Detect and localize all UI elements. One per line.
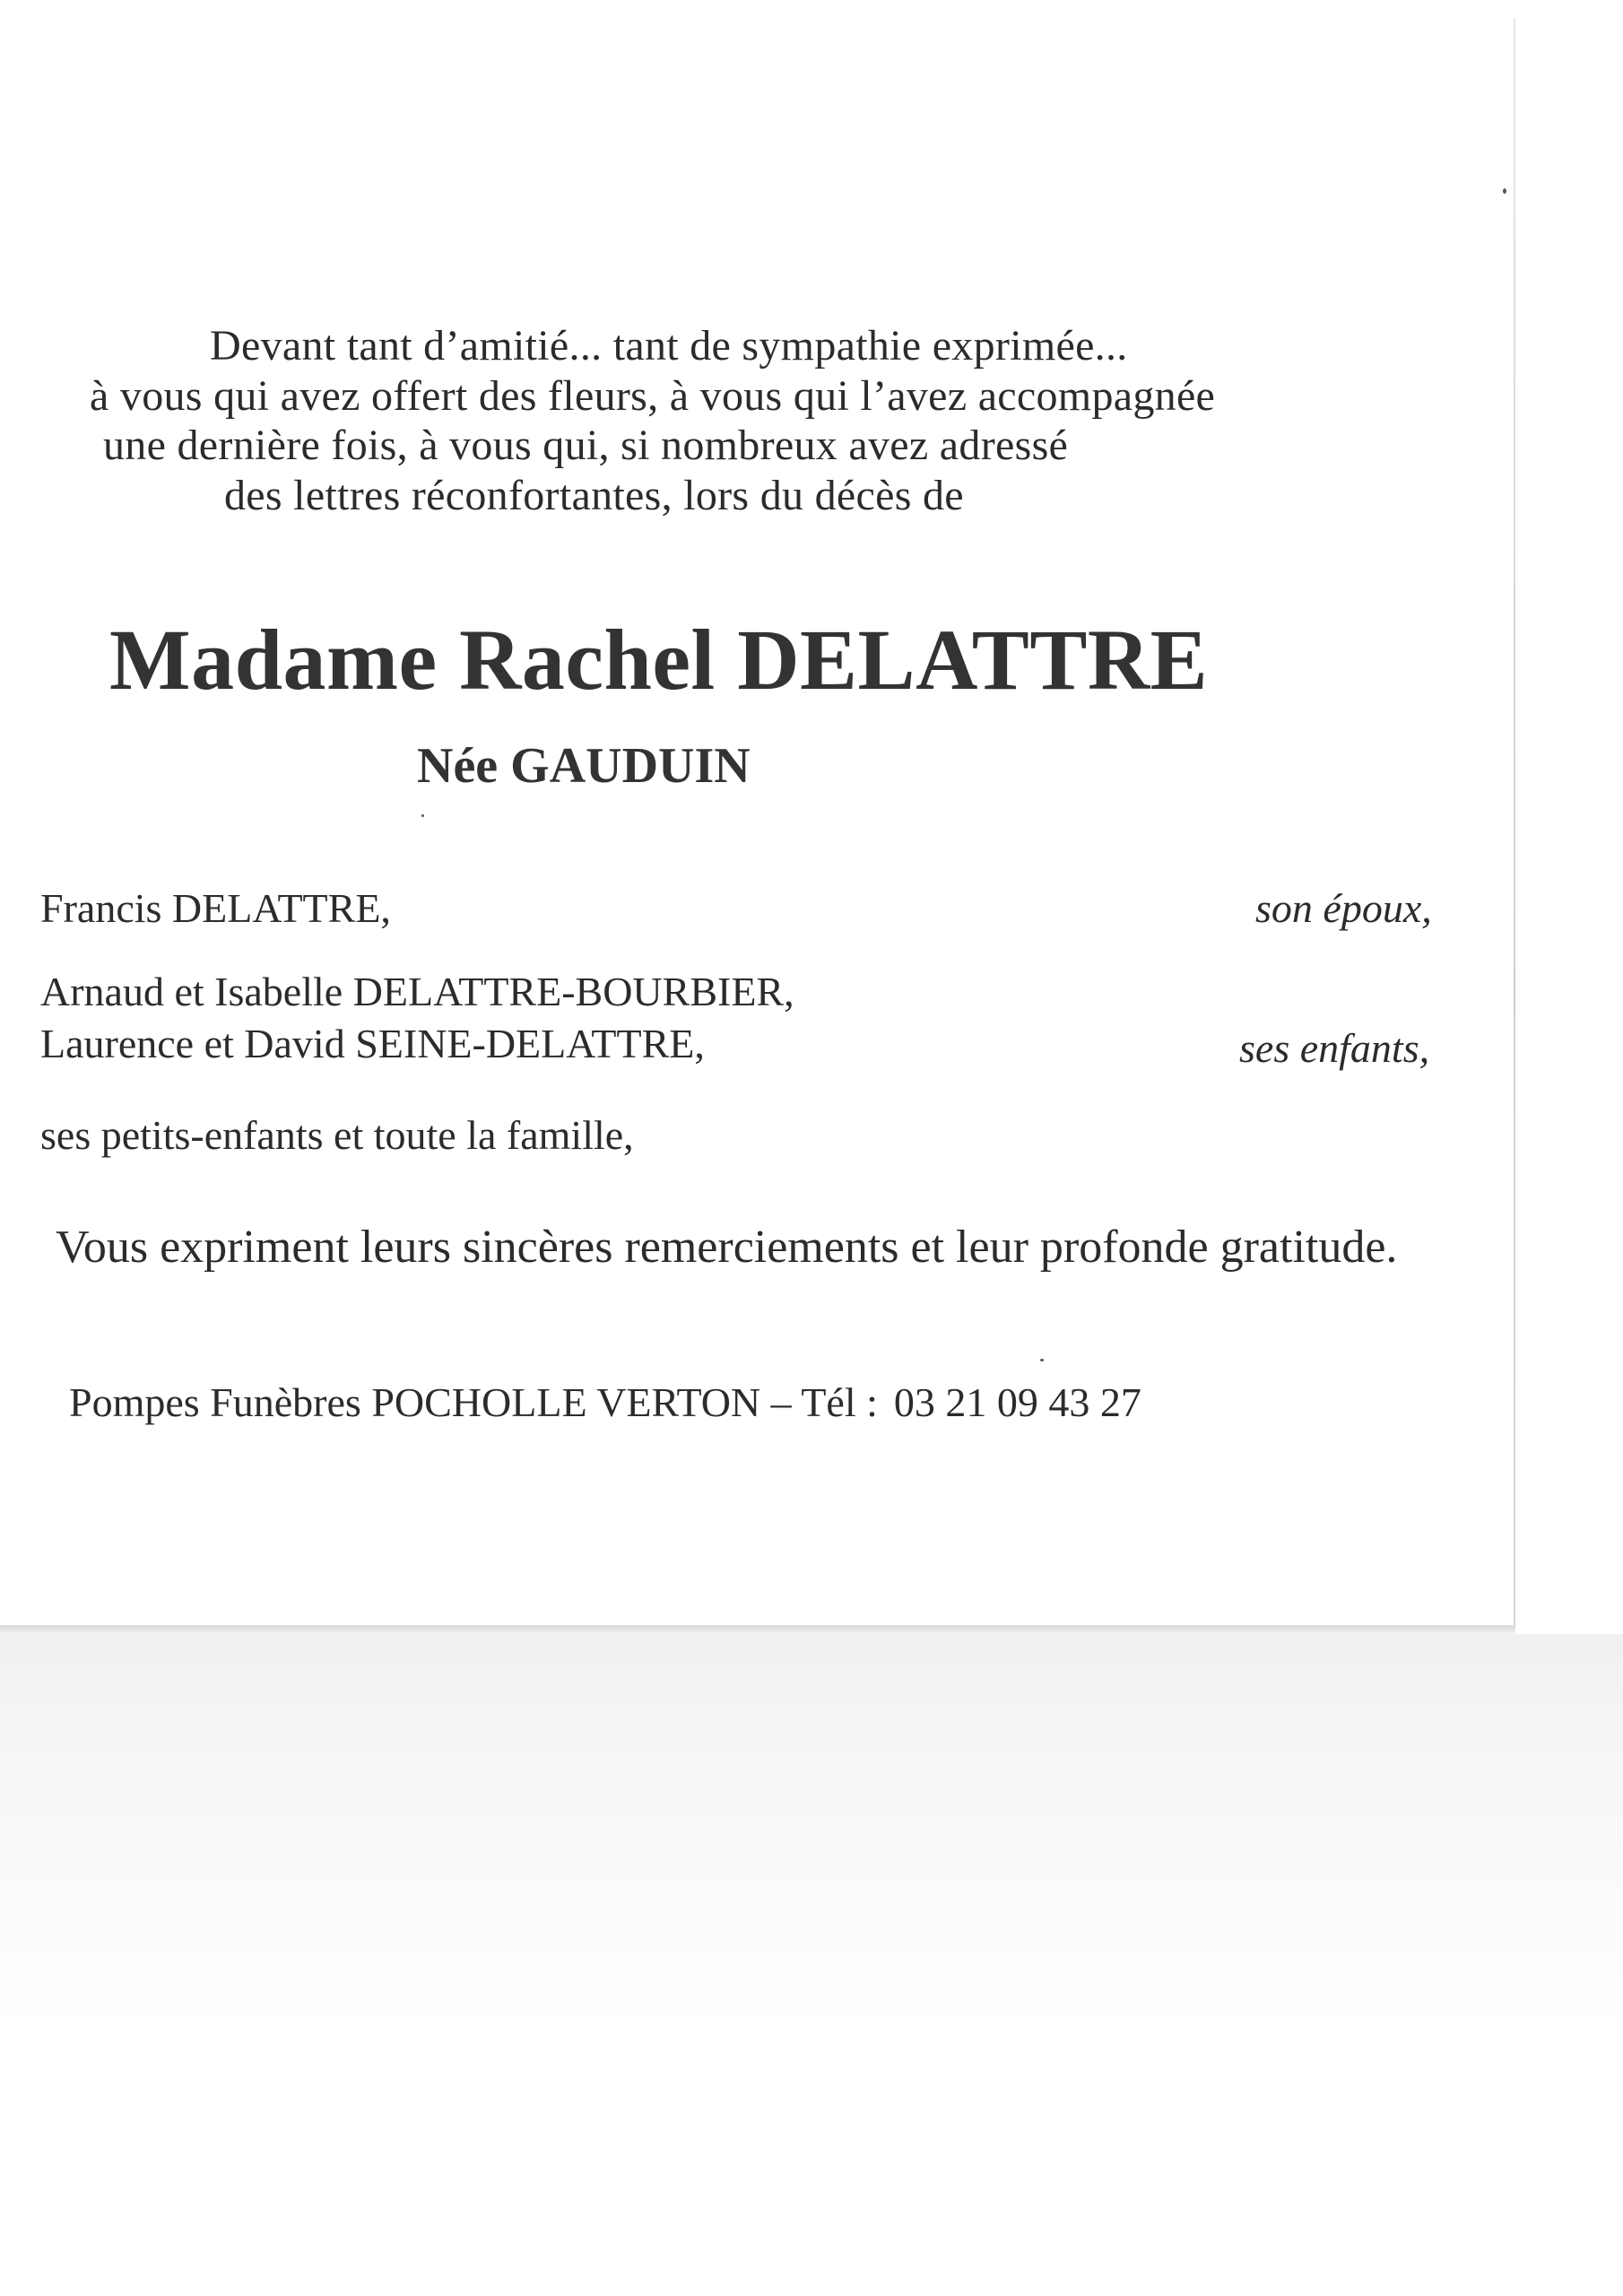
intro-line-1: Devant tant d’amitié... tant de sympathie exprimée...	[210, 322, 1128, 370]
funeral-home	[69, 1379, 1141, 1425]
scan-speck	[1040, 1359, 1044, 1361]
scanner-background	[0, 1634, 1623, 2296]
maiden-name: Née GAUDUIN	[417, 738, 751, 794]
family-spouse: Francis DELATTRE,	[40, 885, 391, 931]
scan-speck	[1503, 188, 1506, 194]
intro-line-4: des lettres réconfortantes, lors du décès de	[224, 472, 964, 519]
scan-speck	[421, 814, 424, 817]
funeral-home-phone: 03 21 09 43 27	[893, 1379, 1141, 1425]
funeral-home-label: Pompes Funèbres POCHOLLE VERTON – Tél :	[69, 1379, 878, 1425]
deceased-name: Madame Rachel DELATTRE	[109, 612, 1209, 708]
intro-line-3: une dernière fois, à vous qui, si nombreux avez adressé	[103, 422, 1069, 469]
family-child-2: Laurence et David SEINE-DELATTRE,	[40, 1021, 705, 1066]
family-spouse-relation: son époux,	[1255, 885, 1432, 931]
thanks-message: Vous expriment leurs sincères remerciements et leur profonde gratitude.	[56, 1222, 1398, 1273]
family-children-relation: ses enfants,	[1239, 1025, 1430, 1071]
sheet-edge-right	[1514, 18, 1515, 1632]
sheet-edge-bottom	[0, 1625, 1515, 1634]
family-child-1: Arnaud et Isabelle DELATTRE-BOURBIER,	[40, 969, 794, 1014]
intro-line-2: à vous qui avez offert des fleurs, à vous qui l’avez accompagnée	[90, 372, 1216, 420]
family-extended: ses petits-enfants et toute la famille,	[40, 1112, 634, 1158]
